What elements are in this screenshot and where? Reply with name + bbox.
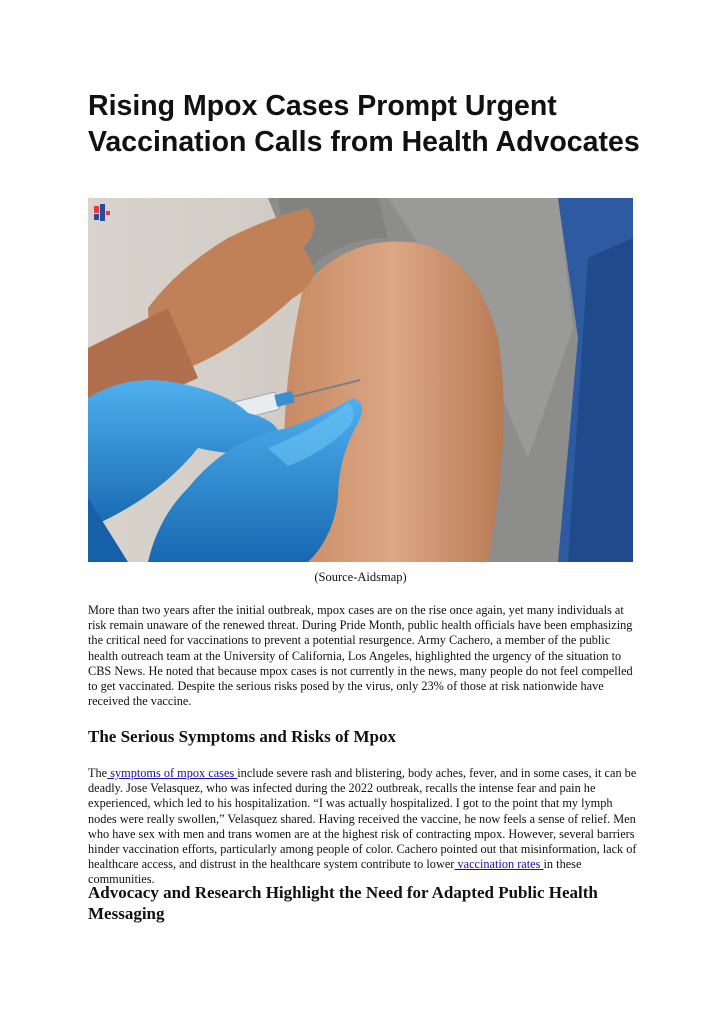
article-title: Rising Mpox Cases Prompt Urgent Vaccination Calls from Health Advocates: [88, 90, 640, 158]
section-heading-advocacy: Advocacy and Research Highlight the Need for Adapted Public Health Messaging: [88, 883, 598, 923]
intro-paragraph: More than two years after the initial outbreak, mpox cases are on the rise once again, yet many individuals at risk remain unaware of the renewed threat. During Pride Month, public health officials have been emphasizing the critical need for vaccinations to prevent a potential resurgence. Army Cachero, a member of the public health outreach team at the University of California, Los Angeles, highlighted the urgency of the situation to CBS News. He noted that because mpox cases is not currently in the news, many people do not feel compelled to get vaccinated. Despite the serious risks posed by the virus, only 23% of those at risk nationwide have received the vaccine.: [88, 603, 633, 709]
vaccination-photo: [88, 198, 633, 562]
image-caption: (Source-Aidsmap): [314, 570, 407, 584]
symptoms-link[interactable]: symptoms of mpox cases: [107, 766, 238, 780]
section-heading-symptoms: The Serious Symptoms and Risks of Mpox: [88, 727, 396, 746]
vaccination-rates-link[interactable]: vaccination rates: [454, 857, 544, 872]
hero-image: [88, 198, 633, 562]
symptoms-paragraph: The symptoms of mpox cases include severe rash and blistering, body aches, fever, and in some cases, it can be deadly. Jose Velasquez, who was infected during the 2022 outbreak, recalls the intense fear and pain he experienced, which led to his hospitalization. “I was actually hospitalized. I got to the point that my lymph nodes were really swollen,” Velasquez shared. Having received the vaccine, he now feels a sense of relief. Men who have sex with men and trans women are at the highest risk of contracting mpox. However, several barriers hinder vaccination efforts, particularly among people of color. Cachero pointed out that misinformation, lack of healthcare access, and distrust in the healthcare system contribute to lower vaccination rates in these communities.: [88, 766, 637, 887]
